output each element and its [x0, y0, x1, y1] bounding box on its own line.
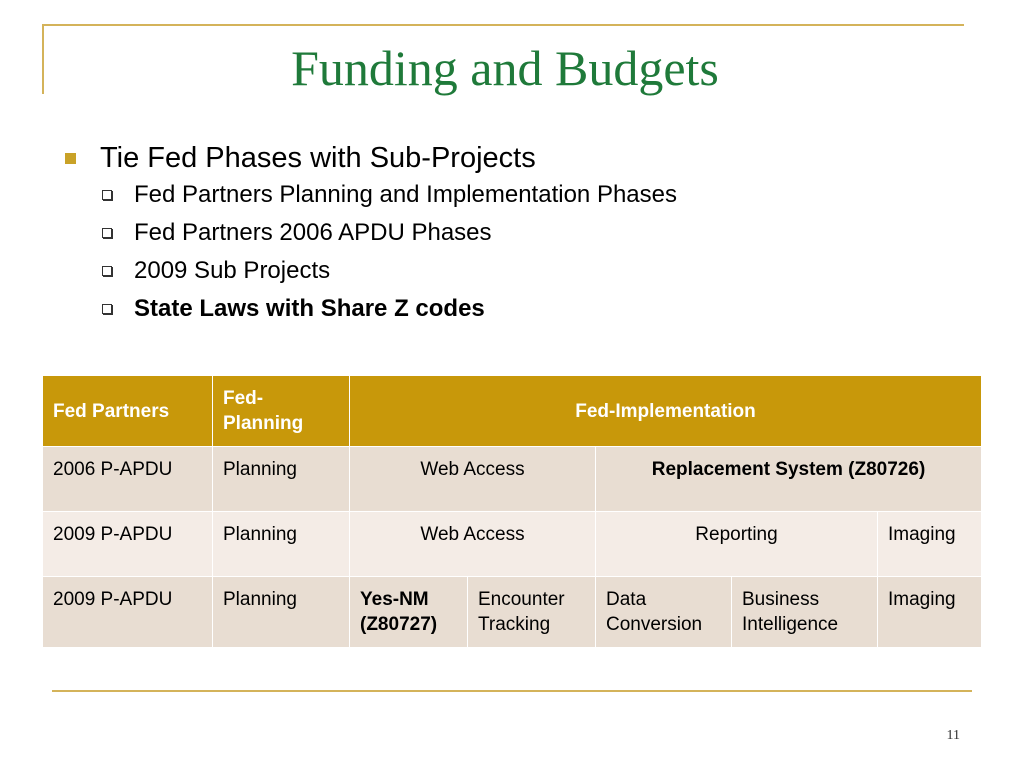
funding-table — [42, 375, 982, 648]
cell-data-conversion: Data Conversion — [596, 577, 732, 648]
header-fed-planning: Fed-Planning — [213, 376, 350, 447]
sub-bullet-text: 2009 Sub Projects — [134, 257, 331, 284]
cell-encounter-tracking: Encounter Tracking — [468, 577, 596, 648]
sub-bullet — [58, 176, 998, 214]
table-row — [43, 447, 982, 512]
cell-business-intelligence: Business Intelligence — [732, 577, 878, 648]
cell-imaging: Imaging — [878, 577, 982, 648]
square-bullet-icon — [65, 153, 76, 164]
cell-planning: Planning — [213, 512, 350, 577]
sub-bullet-text: Fed Partners 2006 APDU Phases — [134, 219, 492, 246]
sub-bullet — [58, 252, 998, 290]
frame-top-line — [42, 24, 964, 26]
sub-bullet — [58, 214, 998, 252]
bullet-list — [58, 140, 998, 328]
header-fed-partners: Fed Partners — [43, 376, 213, 447]
cell-reporting: Reporting — [596, 512, 878, 577]
table-row — [43, 512, 982, 577]
cell-yes-nm: Yes-NM (Z80727) — [350, 577, 468, 648]
checkbox-bullet-icon — [102, 190, 112, 200]
checkbox-bullet-icon — [102, 266, 112, 276]
header-fed-implementation: Fed-Implementation — [350, 376, 982, 447]
checkbox-bullet-icon — [102, 228, 112, 238]
cell-partner: 2009 P-APDU — [43, 577, 213, 648]
cell-web-access: Web Access — [350, 447, 596, 512]
cell-planning: Planning — [213, 447, 350, 512]
bullet-main — [58, 140, 998, 176]
cell-imaging: Imaging — [878, 512, 982, 577]
bullet-main-text: Tie Fed Phases with Sub-Projects — [100, 141, 536, 174]
sub-bullet — [58, 290, 998, 328]
table-header-row — [43, 376, 982, 447]
table-row — [43, 577, 982, 648]
cell-partner: 2009 P-APDU — [43, 512, 213, 577]
sub-bullet-text: State Laws with Share Z codes — [134, 295, 485, 322]
cell-web-access: Web Access — [350, 512, 596, 577]
footer-line — [52, 690, 972, 692]
cell-partner: 2006 P-APDU — [43, 447, 213, 512]
checkbox-bullet-icon — [102, 304, 112, 314]
sub-bullet-text: Fed Partners Planning and Implementation Phases — [134, 181, 677, 208]
page-number: 11 — [946, 728, 960, 743]
cell-replacement-system: Replacement System (Z80726) — [596, 447, 982, 512]
cell-planning: Planning — [213, 577, 350, 648]
slide-title: Funding and Budgets — [291, 40, 719, 96]
